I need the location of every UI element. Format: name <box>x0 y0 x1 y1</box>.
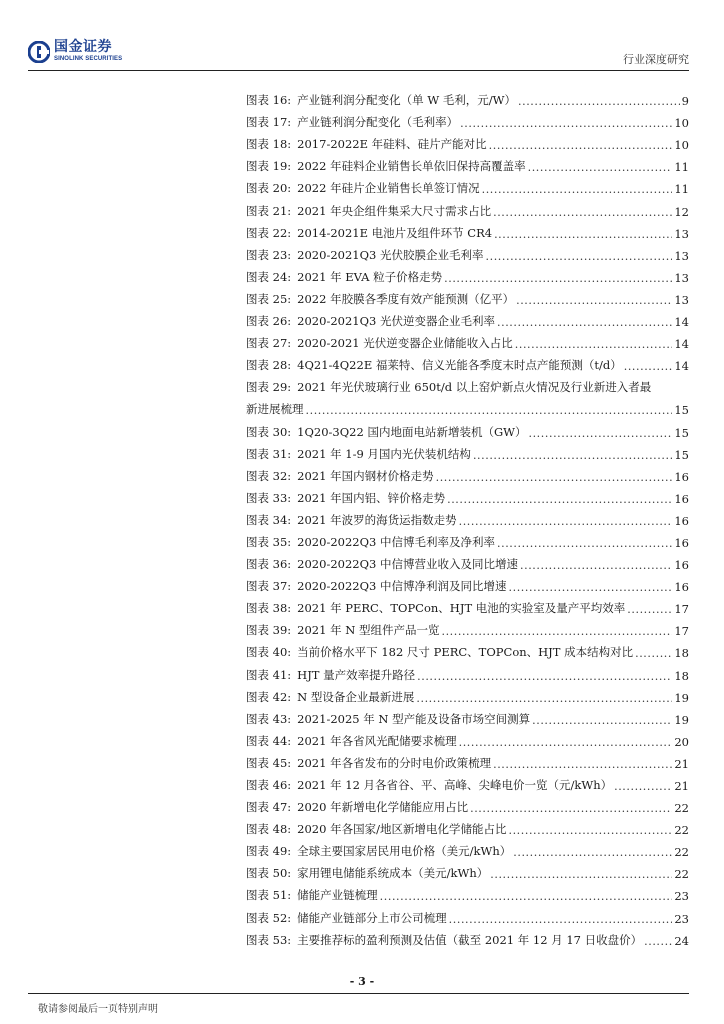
toc-entry-title: HJT 量产效率提升路径 <box>297 667 416 682</box>
toc-leader-dots <box>614 779 672 793</box>
toc-entry-page: 17 <box>674 602 689 617</box>
toc-leader-dots <box>416 691 672 705</box>
toc-entry-title: 2021 年波罗的海货运指数走势 <box>297 512 457 527</box>
toc-entry-page: 16 <box>674 558 689 573</box>
toc-entry-page: 10 <box>674 116 689 131</box>
toc-entry[interactable] <box>246 572 689 594</box>
toc-entry[interactable] <box>246 373 689 417</box>
toc-leader-dots <box>644 934 672 948</box>
toc-entry-page: 19 <box>674 690 689 705</box>
toc-entry-title: 4Q21-4Q22E 福莱特、信义光能各季度末时点产能预测（t/d） <box>297 358 622 373</box>
toc-leader-dots <box>489 138 673 152</box>
toc-leader-dots <box>509 580 673 594</box>
toc-leader-dots <box>482 182 673 196</box>
toc-entry-page: 14 <box>674 359 689 374</box>
toc-entry-page: 23 <box>674 889 689 904</box>
toc-entry-title: 2021 年各省发布的分时电价政策梳理 <box>297 755 492 770</box>
toc-entry-label: 图表 18: <box>246 137 292 152</box>
toc-entry-title: 2021 年 1-9 月国内光伏装机结构 <box>297 446 471 461</box>
logo-mark-icon <box>28 41 50 63</box>
toc-entry[interactable] <box>246 771 689 793</box>
toc-entry-label: 图表 31: <box>246 446 292 461</box>
toc-entry-title: 2021 年 EVA 粒子价格走势 <box>297 269 443 284</box>
toc-entry[interactable] <box>246 417 689 439</box>
toc-entry-page: 22 <box>674 823 689 838</box>
logo-text <box>54 40 122 63</box>
toc-entry-label: 图表 24: <box>246 269 292 284</box>
header-divider <box>28 70 689 71</box>
toc-entry-label: 图表 37: <box>246 579 292 594</box>
toc-entry-page: 13 <box>674 226 689 241</box>
toc-leader-dots <box>486 249 673 263</box>
toc-entry[interactable] <box>246 528 689 550</box>
toc-entry-title: 储能产业链梳理 <box>297 888 378 903</box>
toc-leader-dots <box>447 492 672 506</box>
toc-entry-page: 21 <box>674 756 689 771</box>
toc-entry-page: 13 <box>674 292 689 307</box>
toc-entry-title: 2021 年央企组件集采大尺寸需求占比 <box>297 203 492 218</box>
toc-entry-title: 2021-2025 年 N 型产能及设备市场空间测算 <box>297 711 531 726</box>
toc-entry-label: 图表 43: <box>246 711 292 726</box>
toc-leader-dots <box>436 470 673 484</box>
toc-entry-page: 13 <box>674 270 689 285</box>
toc-entry-page: 14 <box>674 315 689 330</box>
toc-leader-dots <box>493 205 672 219</box>
toc-entry-title: 2021 年各省风光配储要求梳理 <box>297 733 457 748</box>
page-header <box>0 0 724 80</box>
toc-entry-page: 21 <box>674 779 689 793</box>
toc-entry-title: 家用锂电储能系统成本（美元/kWh） <box>297 866 489 881</box>
toc-entry-title: 2021 年国内铝、锌价格走势 <box>297 490 446 505</box>
toc-entry[interactable] <box>246 86 689 108</box>
toc-entry-title: 储能产业链部分上市公司梳理 <box>297 910 447 925</box>
toc-leader-dots <box>444 271 672 285</box>
toc-entry-label: 图表 41: <box>246 667 292 682</box>
toc-leader-dots <box>520 558 672 572</box>
toc-entry[interactable] <box>246 506 689 528</box>
toc-entry-label: 图表 29: <box>246 380 292 395</box>
toc-entry-title: 主要推荐标的盈利预测及估值（截至 2021 年 12 月 17 日收盘价） <box>297 932 643 947</box>
toc-entry[interactable] <box>246 926 689 948</box>
footer-divider <box>28 993 689 994</box>
toc-entry-title: 2020-2021 光伏逆变器企业储能收入占比 <box>297 336 513 351</box>
toc-entry-title: 2021 年光伏玻璃行业 650t/d 以上窑炉新点火情况及行业新进入者最 <box>297 380 652 395</box>
toc-leader-dots <box>380 889 673 903</box>
toc-entry-title: 2021 年 12 月各省谷、平、高峰、尖峰电价一览（元/kWh） <box>297 778 613 792</box>
logo-cn: 国金证券 <box>54 39 112 55</box>
toc-entry[interactable] <box>246 660 689 682</box>
toc-entry-page: 23 <box>674 911 689 926</box>
toc-entry[interactable] <box>246 462 689 484</box>
toc-entry-title: 全球主要国家居民用电价格（美元/kWh） <box>297 844 512 859</box>
toc-entry-page: 13 <box>674 248 689 263</box>
toc-entry[interactable] <box>246 881 689 903</box>
toc-entry-label: 图表 21: <box>246 203 292 218</box>
toc-entry-title: 1Q20-3Q22 国内地面电站新增装机（GW） <box>297 424 527 439</box>
toc-entry-title: 2020 年新增电化学储能应用占比 <box>297 800 469 815</box>
toc-leader-dots <box>508 823 672 837</box>
toc-entry-title: 产业链利润分配变化（毛利率） <box>297 115 459 130</box>
toc-entry-label: 图表 20: <box>246 181 292 196</box>
toc-entry-page: 12 <box>674 204 689 219</box>
toc-entry-label: 图表 36: <box>246 557 292 572</box>
toc-entry[interactable] <box>246 727 689 749</box>
toc-entry-label: 图表 35: <box>246 534 292 549</box>
toc-entry-label: 图表 22: <box>246 225 292 240</box>
toc-entry-page: 9 <box>681 94 689 109</box>
toc-leader-dots <box>635 646 672 660</box>
toc-entry-page: 16 <box>674 580 689 595</box>
toc-entry[interactable] <box>246 440 689 462</box>
page-number: - 3 - <box>349 975 375 988</box>
toc-entry[interactable] <box>246 594 689 616</box>
toc-leader-dots <box>473 448 672 462</box>
toc-entry[interactable] <box>246 108 689 130</box>
toc-entry-title: N 型设备企业最新进展 <box>297 689 415 704</box>
toc-entry-page: 15 <box>674 425 689 440</box>
toc-entry-page: 15 <box>674 403 689 418</box>
toc-leader-dots <box>518 94 680 108</box>
toc-entry[interactable] <box>246 307 689 329</box>
toc-leader-dots <box>460 116 672 130</box>
toc-entry-page: 18 <box>674 646 689 661</box>
toc-entry-label: 图表 49: <box>246 844 292 859</box>
toc-entry-label: 图表 38: <box>246 601 292 616</box>
toc-entry-page: 15 <box>674 447 689 462</box>
toc-entry-page: 17 <box>674 624 689 639</box>
toc-entry-page: 19 <box>674 712 689 727</box>
toc-leader-dots <box>515 337 673 351</box>
table-of-figures <box>246 86 689 948</box>
toc-entry[interactable] <box>246 219 689 241</box>
toc-entry-title: 2014-2021E 电池片及组件环节 CR4 <box>297 225 493 240</box>
toc-entry-label: 图表 46: <box>246 778 292 792</box>
toc-leader-dots <box>624 359 673 373</box>
toc-entry[interactable] <box>246 638 689 660</box>
toc-entry-page: 11 <box>674 182 689 197</box>
toc-entry-label: 图表 40: <box>246 645 292 660</box>
toc-entry-page: 11 <box>674 160 689 175</box>
toc-leader-dots <box>417 669 672 683</box>
toc-entry-label: 图表 26: <box>246 314 292 329</box>
disclaimer-note: 敬请参阅最后一页特别声明 <box>38 1004 158 1015</box>
toc-entry-title: 2017-2022E 年硅料、硅片产能对比 <box>297 137 487 152</box>
report-type: 行业深度研究 <box>623 53 689 66</box>
toc-entry[interactable] <box>246 484 689 506</box>
toc-entry[interactable] <box>246 837 689 859</box>
toc-entry[interactable] <box>246 815 689 837</box>
toc-entry-page: 22 <box>674 801 689 816</box>
toc-entry-title: 2022 年硅片企业销售长单签订情况 <box>297 181 480 196</box>
toc-leader-dots <box>513 845 672 859</box>
toc-entry-title: 2022 年硅料企业销售长单依旧保持高覆盖率 <box>297 159 526 174</box>
toc-leader-dots <box>627 602 672 616</box>
toc-entry-page: 10 <box>674 138 689 153</box>
toc-entry[interactable] <box>246 285 689 307</box>
toc-entry-label: 图表 44: <box>246 733 292 748</box>
toc-entry[interactable] <box>246 616 689 638</box>
toc-leader-dots <box>528 160 673 174</box>
toc-entry[interactable] <box>246 859 689 881</box>
toc-leader-dots <box>497 536 672 550</box>
toc-entry-title: 2020 年各国家/地区新增电化学储能占比 <box>297 822 507 837</box>
toc-entry-title: 2020-2022Q3 中信博净利润及同比增速 <box>297 579 507 594</box>
toc-entry-title: 2021 年 PERC、TOPCon、HJT 电池的实验室及量产平均效率 <box>297 601 626 616</box>
toc-entry[interactable] <box>246 705 689 727</box>
logo-en: SINOLINK SECURITIES <box>54 56 123 62</box>
toc-entry-label: 图表 27: <box>246 336 292 351</box>
toc-entry-page: 18 <box>674 668 689 683</box>
toc-entry-title: 2022 年胶膜各季度有效产能预测（亿平） <box>297 291 515 306</box>
toc-leader-dots <box>528 426 672 440</box>
toc-entry-label: 图表 33: <box>246 490 292 505</box>
toc-entry[interactable] <box>246 749 689 771</box>
toc-entry-label: 图表 30: <box>246 424 292 439</box>
toc-leader-dots <box>470 801 672 815</box>
toc-entry[interactable] <box>246 351 689 373</box>
toc-leader-dots <box>494 227 672 241</box>
toc-entry-label: 图表 50: <box>246 866 292 881</box>
toc-entry[interactable] <box>246 550 689 572</box>
toc-entry-label: 图表 34: <box>246 512 292 527</box>
toc-leader-dots <box>449 912 673 926</box>
toc-entry[interactable] <box>246 329 689 351</box>
toc-leader-dots <box>516 293 672 307</box>
toc-entry-label: 图表 25: <box>246 291 292 306</box>
toc-entry-label: 图表 47: <box>246 800 292 815</box>
toc-entry-label: 图表 51: <box>246 888 292 903</box>
toc-entry[interactable] <box>246 683 689 705</box>
toc-entry[interactable] <box>246 152 689 174</box>
toc-entry-page: 16 <box>674 469 689 484</box>
toc-leader-dots <box>490 867 672 881</box>
toc-entry-title: 2021 年国内钢材价格走势 <box>297 468 434 483</box>
toc-entry-title: 2021 年 N 型组件产品一览 <box>297 623 440 638</box>
toc-entry-title: 产业链利润分配变化（单 W 毛利，元/W） <box>297 93 516 108</box>
toc-entry[interactable] <box>246 130 689 152</box>
toc-leader-dots <box>306 403 673 417</box>
toc-entry-label: 图表 42: <box>246 689 292 704</box>
toc-entry-page: 16 <box>674 535 689 550</box>
toc-leader-dots <box>493 757 672 771</box>
toc-entry-label: 图表 19: <box>246 159 292 174</box>
toc-entry-title: 当前价格水平下 182 尺寸 PERC、TOPCon、HJT 成本结构对比 <box>297 645 634 660</box>
toc-entry-label: 图表 16: <box>246 93 292 108</box>
toc-entry-label: 图表 45: <box>246 755 292 770</box>
toc-entry[interactable] <box>246 793 689 815</box>
toc-entry-page: 22 <box>674 845 689 860</box>
toc-entry[interactable] <box>246 241 689 263</box>
toc-entry-page: 16 <box>674 491 689 506</box>
toc-entry-page: 20 <box>674 734 689 749</box>
toc-leader-dots <box>497 315 672 329</box>
toc-entry[interactable] <box>246 263 689 285</box>
toc-entry-page: 14 <box>674 337 689 352</box>
toc-entry-title: 2020-2022Q3 中信博毛利率及净利率 <box>297 534 495 549</box>
toc-entry-title-cont: 新进展梳理 <box>246 402 304 417</box>
toc-entry-page: 16 <box>674 513 689 528</box>
toc-leader-dots <box>459 735 673 749</box>
toc-entry-title: 2020-2021Q3 光伏胶膜企业毛利率 <box>297 247 484 262</box>
company-logo <box>28 40 122 63</box>
toc-entry[interactable] <box>246 174 689 196</box>
toc-leader-dots <box>441 624 672 638</box>
toc-entry-page: 24 <box>674 933 689 948</box>
toc-entry-label: 图表 28: <box>246 358 292 373</box>
toc-entry[interactable] <box>246 196 689 218</box>
toc-entry-label: 图表 53: <box>246 932 292 947</box>
toc-entry-label: 图表 23: <box>246 247 292 262</box>
toc-entry-title: 2020-2021Q3 光伏逆变器企业毛利率 <box>297 314 495 329</box>
toc-entry-label: 图表 39: <box>246 623 292 638</box>
toc-entry-page: 22 <box>674 867 689 882</box>
toc-entry-label: 图表 48: <box>246 822 292 837</box>
toc-entry[interactable] <box>246 903 689 925</box>
toc-entry-title: 2020-2022Q3 中信博营业收入及同比增速 <box>297 557 518 572</box>
toc-entry-label: 图表 32: <box>246 468 292 483</box>
toc-entry-label: 图表 52: <box>246 910 292 925</box>
toc-leader-dots <box>532 713 672 727</box>
toc-leader-dots <box>459 514 673 528</box>
toc-entry-label: 图表 17: <box>246 115 292 130</box>
